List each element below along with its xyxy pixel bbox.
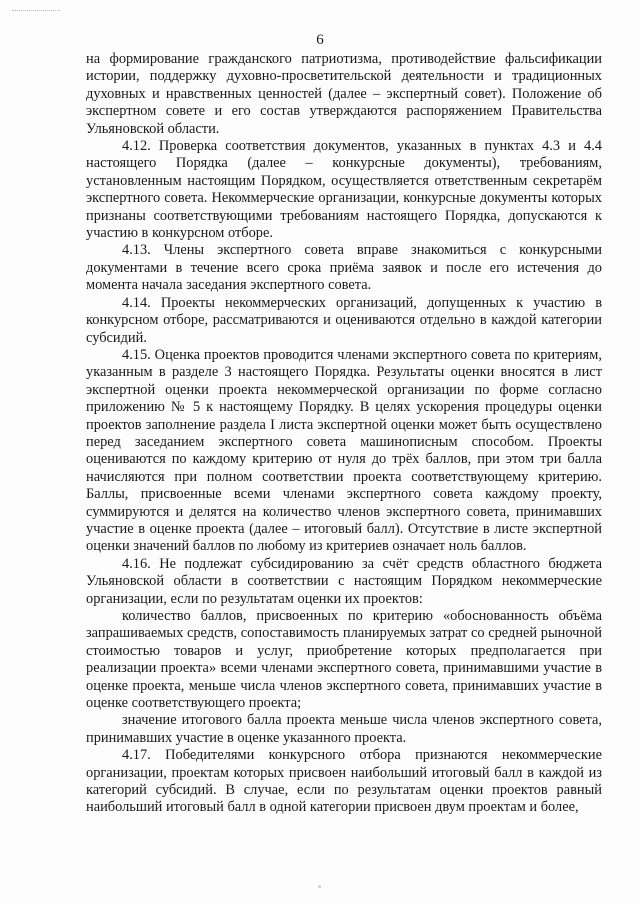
scan-artifact <box>12 10 60 13</box>
paragraph-4-12: 4.12. Проверка соответствия документов, указанных в пунктах 4.3 и 4.4 настоящего Порядка (далее – конкурсные документы), требованиям, установленным настоящим Порядком, осуществляется ответственным секретарём экспертного совета. Некоммерческие организации, конкурсные документы которых признаны соответствующими требованиям настоящего Порядка, допускаются к участию в конкурсном отборе. <box>86 138 602 242</box>
paragraph-4-17: 4.17. Победителями конкурсного отбора признаются некоммерческие организации, проектам которых присвоен наибольший итоговый балл в каждой из категорий субсидий. В случае, если по результатам оценки проектов равный наибольший итоговый балл в одной категории присвоен двум проектам и более, <box>86 747 602 816</box>
page-number: 6 <box>316 32 324 48</box>
paragraph-4-16-item-2: значение итогового балла проекта меньше числа членов экспертного совета, принимавших участие в оценке указанного проекта. <box>86 712 602 746</box>
paragraph-4-16-item-1: количество баллов, присвоенных по критерию «обоснованность объёма запрашиваемых средств, сопоставимость планируемых затрат со средней рыночной стоимостью товаров и услуг, приобретение которых предполагается при реализации проекта» всеми членами экспертного совета, принимавшими участие в оценке проекта, меньше числа членов экспертного совета, принимавших участие в оценке соответствующего проекта; <box>86 608 602 712</box>
scan-dot <box>318 885 321 888</box>
document-body <box>86 51 602 817</box>
paragraph-4-15: 4.15. Оценка проектов проводится членами экспертного совета по критериям, указанным в разделе 3 настоящего Порядка. Результаты оценки вносятся в лист экспертной оценки проекта некоммерческой организации по форме согласно приложению № 5 к настоящему Порядку. В целях ускорения процедуры оценки проектов заполнение раздела I листа экспертной оценки может быть осуществлено перед заседанием экспертного совета машинописным способом. Проекты оцениваются по каждому критерию от нуля до трёх баллов, при этом три балла начисляются при полном соответствии проекта соответствующему критерию. Баллы, присвоенные всеми членами экспертного совета каждому проекту, суммируются и делятся на количество членов экспертного совета, принимавших участие в оценке проекта (далее – итоговый балл). Отсутствие в листе экспертной оценки значений баллов по любому из критериев означает ноль баллов. <box>86 346 602 555</box>
paragraph-continuation: на формирование гражданского патриотизма, противодействие фальсификации истории, поддержку духовно-просветительской деятельности и традиционных духовных и нравственных ценностей (далее – экспертный совет). Положение об экспертном совете и его состав утверждаются распоряжением Правительства Ульяновской области. <box>86 51 602 137</box>
paragraph-4-13: 4.13. Члены экспертного совета вправе знакомиться с конкурсными документами в течение всего срока приёма заявок и после его истечения до момента начала заседания экспертного совета. <box>86 242 602 294</box>
paragraph-4-16: 4.16. Не подлежат субсидированию за счёт средств областного бюджета Ульяновской области в соответствии с настоящим Порядком некоммерческие организации, если по результатам оценки их проектов: <box>86 555 602 607</box>
paragraph-4-14: 4.14. Проекты некоммерческих организаций, допущенных к участию в конкурсном отборе, рассматриваются и оцениваются отдельно в каждой категории субсидий. <box>86 294 602 346</box>
